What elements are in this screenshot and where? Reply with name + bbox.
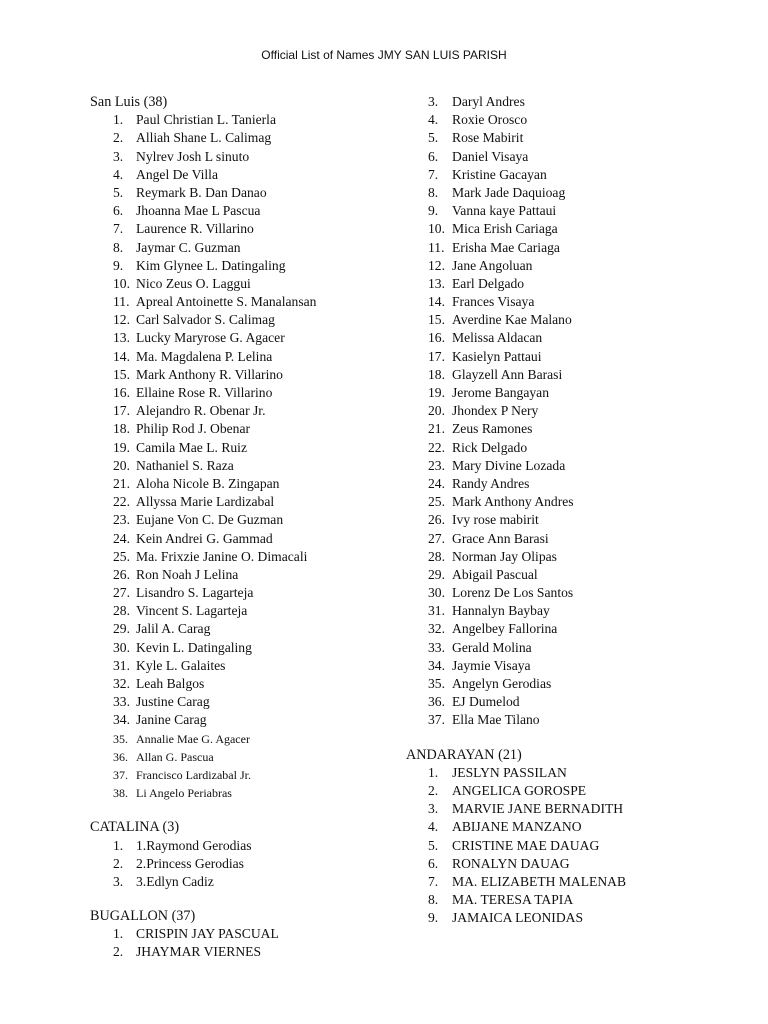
list-item [406,348,736,366]
item-name: Alliah Shane L. Calimag [136,130,272,146]
list-item [406,311,736,329]
item-name: Li Angelo Periabras [136,786,232,801]
item-number: 28. [113,603,130,619]
list-item [406,639,736,657]
list-item [90,766,400,784]
item-name: Rose Mabirit [452,130,524,146]
list-item [90,748,400,766]
item-name: Jaymar C. Guzman [136,239,241,255]
item-name: RONALYN DAUAG [452,855,570,871]
item-name: Glayzell Ann Barasi [452,366,563,382]
item-name: 2.Princess Gerodias [136,855,244,871]
item-number: 32. [428,621,445,637]
item-number: 7. [428,166,439,182]
item-number: 1. [113,112,124,128]
item-number: 11. [113,294,130,310]
item-name: Randy Andres [452,475,530,491]
list-item [406,909,736,927]
list-item [406,420,736,438]
section-san-luis [90,93,400,802]
item-name: Angelyn Gerodias [452,676,552,691]
item-name: Justine Carag [136,694,210,710]
name-list [90,925,400,961]
item-number: 20. [113,457,130,473]
list-item [90,202,400,220]
list-item [90,584,400,602]
item-name: MA. ELIZABETH MALENAB [452,873,627,889]
list-item [406,439,736,457]
list-item [90,548,400,566]
page-title: Official List of Names JMY SAN LUIS PARISH [261,48,507,62]
list-item [406,402,736,420]
item-number: 6. [428,855,439,871]
item-name: Ma. Frixzie Janine O. Dimacali [136,548,308,564]
item-number: 23. [113,512,130,528]
item-name: Mica Erish Cariaga [452,221,558,237]
item-name: Jaymie Visaya [452,657,531,673]
item-name: Gerald Molina [452,639,532,655]
list-item [406,782,736,800]
item-name: Kein Andrei G. Gammad [136,530,273,546]
list-item [90,493,400,511]
list-item [90,402,400,420]
list-item [406,675,736,693]
item-number: 1. [113,926,124,942]
list-item [90,925,400,943]
section-heading: BUGALLON (37) [90,908,196,925]
item-number: 35. [113,731,128,746]
list-item [90,111,400,129]
item-name: Jane Angoluan [452,257,533,273]
list-item [406,366,736,384]
item-number: 31. [428,603,445,619]
list-item [406,93,736,111]
item-name: Kristine Gacayan [452,166,547,182]
list-item [406,566,736,584]
item-name: Earl Delgado [452,275,525,291]
item-name: Daniel Visaya [452,148,529,164]
item-name: Abigail Pascual [452,566,538,582]
item-number: 34. [113,712,130,728]
list-item [406,891,736,909]
item-name: Vincent S. Lagarteja [136,603,248,619]
item-name: MA. TERESA TAPIA [452,892,574,908]
list-item [406,384,736,402]
list-item [90,384,400,402]
item-name: MARVIE JANE BERNADITH [452,801,624,817]
list-item [90,730,400,748]
item-name: Nylrev Josh L sinuto [136,148,250,164]
item-name: CRISPIN JAY PASCUAL [136,926,279,942]
list-item [406,584,736,602]
item-name: Kevin L. Datingaling [136,639,252,655]
item-number: 27. [113,585,130,601]
section-heading: San Luis (38) [90,94,168,110]
item-number: 24. [113,530,130,546]
list-item [90,620,400,638]
list-item [406,800,736,818]
item-name: Lucky Maryrose G. Agacer [136,330,285,346]
item-name: Laurence R. Villarino [136,221,254,237]
list-item [406,184,736,202]
item-number: 8. [113,239,124,255]
item-number: 9. [428,910,439,926]
item-name: EJ Dumelod [452,694,520,710]
item-name: Nathaniel S. Raza [136,457,234,473]
item-number: 4. [428,819,439,835]
list-item [90,220,400,238]
list-item [406,111,736,129]
section-continued [406,93,736,730]
list-item [90,293,400,311]
list-item [90,943,400,961]
item-number: 20. [428,403,445,419]
item-number: 34. [428,657,445,673]
item-number: 10. [113,275,130,291]
list-item [90,239,400,257]
item-number: 29. [428,566,445,582]
item-number: 13. [113,330,130,346]
item-number: 26. [428,512,445,528]
list-item [90,457,400,475]
item-number: 1. [113,837,124,853]
item-name: Rick Delgado [452,439,528,455]
item-number: 25. [428,494,445,510]
item-number: 3. [113,148,124,164]
item-number: 35. [428,676,445,691]
item-name: Angel De Villa [136,166,218,182]
item-number: 3. [428,801,439,817]
item-number: 18. [428,366,445,382]
list-item [406,493,736,511]
item-number: 12. [428,257,445,273]
item-name: Melissa Aldacan [452,330,543,346]
item-number: 14. [428,294,445,310]
name-list [406,93,736,730]
item-name: Reymark B. Dan Danao [136,184,267,200]
item-name: Leah Balgos [136,676,205,691]
item-name: Philip Rod J. Obenar [136,421,251,437]
list-item [406,873,736,891]
list-item [406,202,736,220]
item-number: 5. [428,130,439,146]
item-name: Kyle L. Galaites [136,657,226,673]
item-number: 32. [113,676,130,691]
list-item [90,166,400,184]
item-number: 3. [113,873,124,889]
item-number: 1. [428,764,439,780]
list-item [90,184,400,202]
item-name: Nico Zeus O. Laggui [136,275,251,291]
item-name: Eujane Von C. De Guzman [136,512,284,528]
item-name: ANGELICA GOROSPE [452,782,587,798]
item-name: JAMAICA LEONIDAS [452,910,584,926]
item-number: 2. [113,944,124,960]
item-number: 9. [428,203,439,219]
item-name: Jhondex P Nery [452,403,539,419]
list-item [90,129,400,147]
item-number: 37. [113,767,128,782]
item-number: 13. [428,275,445,291]
item-number: 8. [428,892,439,908]
item-name: Jhoanna Mae L Pascua [136,203,261,219]
item-name: Hannalyn Baybay [452,603,550,619]
list-item [90,311,400,329]
item-number: 5. [428,837,439,853]
item-number: 33. [113,694,130,710]
list-item [90,475,400,493]
item-name: Vanna kaye Pattaui [452,203,557,219]
section-andarayan [406,746,736,928]
section-catalina [90,818,400,891]
item-name: Ma. Magdalena P. Lelina [136,348,273,364]
item-name: Ella Mae Tilano [452,712,540,728]
item-number: 14. [113,348,130,364]
list-item [90,784,400,802]
item-number: 21. [428,421,445,437]
list-item [406,620,736,638]
item-number: 36. [113,749,128,764]
list-item [406,239,736,257]
item-number: 18. [113,421,130,437]
item-name: Jalil A. Carag [136,621,211,637]
list-item [90,348,400,366]
item-number: 5. [113,184,124,200]
item-number: 6. [428,148,439,164]
section-heading: ANDARAYAN (21) [406,746,522,763]
item-name: Ellaine Rose R. Villarino [136,385,273,400]
left-column [90,93,400,978]
item-number: 2. [113,855,124,871]
item-number: 23. [428,457,445,473]
item-number: 15. [113,366,130,382]
item-number: 37. [428,712,445,728]
item-number: 19. [428,385,445,400]
list-item [90,511,400,529]
list-item [90,657,400,675]
item-name: Jerome Bangayan [452,385,550,400]
list-item [406,293,736,311]
list-item [90,693,400,711]
name-list [406,764,736,928]
item-number: 22. [113,494,130,510]
item-number: 4. [113,166,124,182]
list-item [406,548,736,566]
item-name: Annalie Mae G. Agacer [136,731,250,746]
item-number: 15. [428,312,445,328]
item-name: Allan G. Pascua [136,749,214,764]
item-number: 2. [113,130,124,146]
item-number: 2. [428,782,439,798]
item-name: 1.Raymond Gerodias [136,837,252,853]
item-number: 33. [428,639,445,655]
list-item [406,166,736,184]
item-number: 3. [428,94,439,109]
list-item [406,257,736,275]
list-item [406,129,736,147]
item-name: Mary Divine Lozada [452,457,566,473]
list-item [90,439,400,457]
item-name: Allyssa Marie Lardizabal [136,494,275,510]
list-item [406,764,736,782]
list-item [406,657,736,675]
item-name: Carl Salvador S. Calimag [136,312,275,328]
item-name: Aloha Nicole B. Zingapan [136,475,280,491]
item-name: ABIJANE MANZANO [452,819,582,835]
item-number: 12. [113,312,130,328]
item-number: 38. [113,786,128,801]
item-name: Mark Anthony Andres [452,494,574,510]
item-name: Mark Anthony R. Villarino [136,366,283,382]
list-item [90,257,400,275]
list-item [406,693,736,711]
item-name: Grace Ann Barasi [452,530,549,546]
item-name: CRISTINE MAE DAUAG [452,837,600,853]
item-name: 3.Edlyn Cadiz [136,873,214,889]
item-name: Kasielyn Pattaui [452,348,542,364]
item-name: Ron Noah J Lelina [136,566,239,582]
list-item [406,457,736,475]
list-item [90,530,400,548]
item-number: 21. [113,475,130,491]
list-item [406,602,736,620]
list-item [406,511,736,529]
right-column [406,93,736,943]
item-number: 27. [428,530,445,546]
item-number: 16. [113,385,130,400]
name-list [90,837,400,892]
item-number: 30. [428,585,445,601]
list-item [90,329,400,347]
item-name: Frances Visaya [452,294,535,310]
list-item [90,420,400,438]
item-number: 28. [428,548,445,564]
list-item [90,148,400,166]
item-name: Mark Jade Daquioag [452,184,566,200]
item-name: Janine Carag [136,712,207,728]
list-item [90,639,400,657]
list-item [406,818,736,836]
section-bugallon [90,907,400,962]
item-name: Roxie Orosco [452,112,528,128]
list-item [406,475,736,493]
item-number: 19. [113,439,130,455]
item-name: Erisha Mae Cariaga [452,239,560,255]
list-item [406,148,736,166]
item-name: Norman Jay Olipas [452,548,557,564]
list-item [406,220,736,238]
item-name: Daryl Andres [452,94,525,109]
item-number: 25. [113,548,130,564]
item-number: 16. [428,330,445,346]
item-name: Kim Glynee L. Datingaling [136,257,286,273]
item-name: Camila Mae L. Ruiz [136,439,247,455]
item-name: Alejandro R. Obenar Jr. [136,403,266,419]
list-item [90,602,400,620]
list-item [90,855,400,873]
item-name: Angelbey Fallorina [452,621,558,637]
item-number: 4. [428,112,439,128]
list-item [406,275,736,293]
item-number: 7. [113,221,124,237]
item-number: 17. [113,403,130,419]
name-list [90,111,400,802]
item-number: 26. [113,566,130,582]
item-name: Paul Christian L. Tanierla [136,112,276,128]
list-item [406,711,736,729]
item-name: Apreal Antoinette S. Manalansan [136,294,317,310]
list-item [90,711,400,729]
item-number: 17. [428,348,445,364]
item-number: 36. [428,694,445,710]
item-number: 29. [113,621,130,637]
item-name: Averdine Kae Malano [452,312,572,328]
item-number: 10. [428,221,445,237]
item-number: 7. [428,873,439,889]
list-item [406,855,736,873]
item-number: 11. [428,239,445,255]
list-item [90,837,400,855]
item-number: 24. [428,475,445,491]
list-item [90,275,400,293]
list-item [90,873,400,891]
section-heading: CATALINA (3) [90,819,180,836]
item-name: Lorenz De Los Santos [452,585,574,601]
item-name: Lisandro S. Lagarteja [136,585,254,601]
item-number: 31. [113,657,130,673]
list-item [406,837,736,855]
item-number: 8. [428,184,439,200]
item-number: 6. [113,203,124,219]
list-item [406,329,736,347]
item-name: Ivy rose mabirit [452,512,539,528]
list-item [90,366,400,384]
list-item [90,675,400,693]
item-name: Zeus Ramones [452,421,533,437]
list-item [90,566,400,584]
item-name: Francisco Lardizabal Jr. [136,767,251,782]
item-number: 22. [428,439,445,455]
item-name: JESLYN PASSILAN [452,764,567,780]
item-number: 30. [113,639,130,655]
item-number: 9. [113,257,124,273]
list-item [406,530,736,548]
item-name: JHAYMAR VIERNES [136,944,262,960]
